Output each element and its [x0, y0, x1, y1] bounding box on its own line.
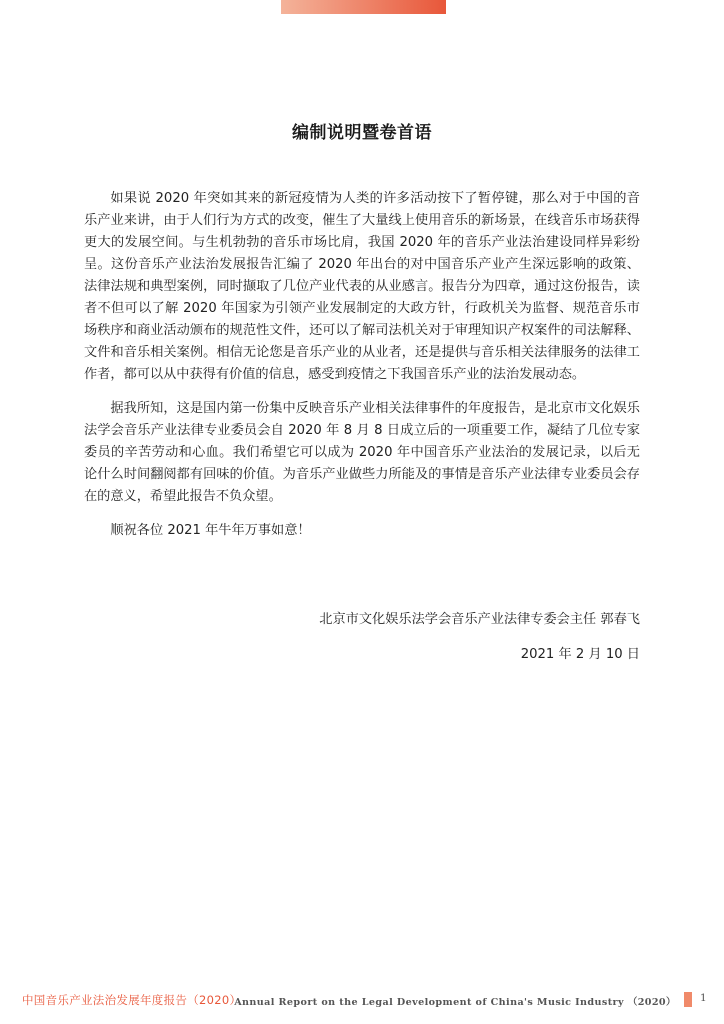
footer-english-title: Annual Report on the Legal Development of China's Music Industry （2020）	[234, 997, 676, 1008]
page-title: 编制说明暨卷首语	[292, 123, 432, 143]
header-accent-bar	[281, 0, 446, 14]
paragraph-1: 如果说 2020 年突如其来的新冠疫情为人类的许多活动按下了暂停键，那么对于中国的音乐产业来讲，由于人们行为方式的改变，催生了大量线上使用音乐的新场景，在线音乐市场获得更大的发展空间。与生机勃勃的音乐市场比肩，我国 2020 年的音乐产业法治建设同样异彩纷呈。这份音乐产业法治发展报告汇编了 2020 年出台的对中国音乐产业产生深远影响的政策、法律法规和典型案例，同时撷取了几位产业代表的从业感言。报告分为四章，通过这份报告，读者不但可以了解 2020 年国家为引领产业发展制定的大政方针，行政机关为监督、规范音乐市场秩序和商业活动颁布的规范性文件，还可以了解司法机关对于审理知识产权案件的司法解释、文件和音乐相关案例。相信无论您是音乐产业的从业者，还是提供与音乐相关法律服务的法律工作者，都可以从中获得有价值的信息，感受到疫情之下我国音乐产业的法治发展动态。	[84, 191, 640, 382]
page-number: 1	[700, 992, 707, 1004]
footer-chinese-title: 中国音乐产业法治发展年度报告（2020）	[22, 993, 242, 1007]
paragraph-3: 顺祝各位 2021 年牛年万事如意！	[110, 523, 311, 538]
paragraph-2: 据我所知，这是国内第一份集中反映音乐产业相关法律事件的年度报告，是北京市文化娱乐法学会音乐产业法律专业委员会自 2020 年 8 月 8 日成立后的一项重要工作，凝结了几位专家委员的辛苦劳动和心血。我们希望它可以成为 2020 年中国音乐产业法治的发展记录，以后无论什么时间翻阅都有回味的价值。为音乐产业做些力所能及的事情是音乐产业法律专业委员会存在的意义，希望此报告不负众望。	[84, 401, 640, 504]
body-text	[84, 188, 640, 554]
signature-date: 2021 年 2 月 10 日	[520, 647, 640, 662]
signature: 北京市文化娱乐法学会音乐产业法律专委会主任 郭春飞	[319, 612, 640, 627]
footer-accent-mark	[684, 992, 692, 1007]
